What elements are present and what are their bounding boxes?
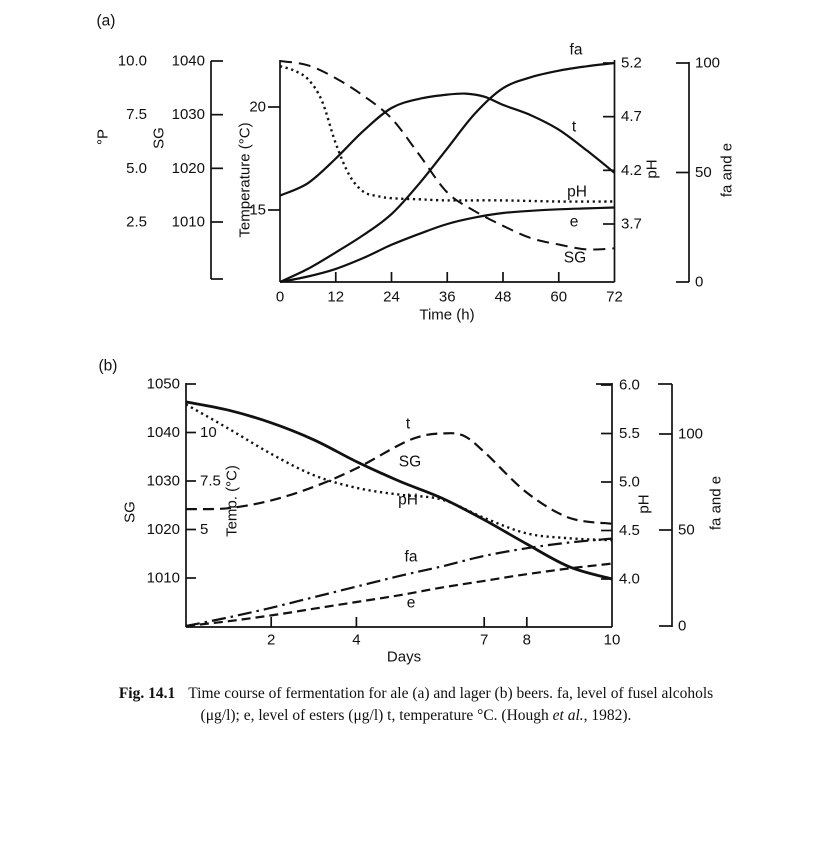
curve-label-fa: fa [569,41,583,59]
x-tick-label: 0 [275,288,285,306]
caption-line-2 [0,705,832,727]
figure-caption [0,683,832,727]
fa-e-axis-title: fa and e [718,142,736,198]
x-tick-label: 72 [606,288,623,306]
caption-text-line1: Time course of fermentation for ale (a) and lager (b) beers. fa, level of fusel alcohols [188,685,714,702]
sg-tick-label: 1010 [171,213,205,231]
caption-text-line2-end: , 1982). [583,707,632,724]
curve-t [186,433,612,524]
sg-tick-label: 1050 [146,375,180,393]
curve-ph [186,404,612,540]
fa-e-axis-title: fa and e [707,475,725,531]
curve-label-e: e [406,594,416,612]
curve-t [280,94,615,196]
panel-a-ale-chart [95,13,736,324]
x-tick-label: 60 [550,288,568,306]
x-tick-label: 12 [327,288,345,306]
x-tick-label: 36 [438,288,456,306]
curve-sg [280,61,615,250]
panel-b-lager-chart [99,358,725,666]
plato-tick-label: 10.0 [117,52,147,70]
ph-tick-label: 4.0 [619,570,640,588]
fa-e-tick-label: 0 [695,273,704,291]
curve-label-t: t [405,415,411,433]
sg-tick-label: 1010 [146,569,180,587]
temperature-axis-title: Temp. (°C) [223,465,241,537]
curve-e [186,564,612,626]
x-tick-label: 8 [522,631,531,649]
ph-tick-label: 3.7 [621,215,642,233]
fa-e-tick-label: 50 [678,521,695,539]
plato-axis-title: °P [94,128,112,146]
curve-label-sg: SG [398,453,422,471]
fa-e-tick-label: 50 [695,164,712,181]
x-tick-label: 10 [603,631,621,649]
caption-fig-number: Fig. 14.1 [118,685,176,702]
curve-label-sg: SG [563,249,587,267]
sg-tick-label: 1020 [146,521,180,538]
x-tick-label: 4 [352,631,361,649]
ph-tick-label: 5.2 [621,54,642,72]
x-axis-title: Time (h) [419,306,475,324]
temperature-axis-title: Temperature (°C) [236,122,254,238]
ph-tick-label: 5.5 [619,425,640,442]
plato-tick-label: 5.0 [126,159,147,177]
sg-tick-label: 1020 [171,159,205,177]
fa-e-tick-label: 0 [678,617,687,635]
caption-text-line2: (μg/l); e, level of esters (μg/l) t, temperature °C. (Hough [200,707,553,724]
sg-tick-label: 1030 [146,472,180,490]
x-tick-label: 24 [383,288,400,306]
x-tick-label: 7 [480,631,489,649]
plato-tick-label: 7.5 [126,106,147,124]
sg-tick-label: 1040 [146,424,180,441]
curve-sg [186,402,612,579]
fa-e-tick-label: 100 [695,54,721,72]
ph-axis-title: pH [635,494,653,514]
ph-tick-label: 5.0 [619,473,640,491]
curve-label-e: e [569,213,579,231]
x-tick-label: 48 [494,288,512,306]
ph-tick-label: 4.5 [619,522,640,539]
temp-tick-label: 7.5 [200,472,221,490]
ph-tick-label: 4.2 [621,161,642,179]
ph-tick-label: 4.7 [621,108,642,126]
curve-label-ph: pH [398,491,418,509]
temp-tick-label: 15 [249,201,266,219]
x-axis-title: Days [386,648,422,666]
ph-axis-title: pH [643,159,661,179]
caption-line-1 [0,683,832,705]
panel-tag: (b) [98,357,118,375]
ph-tick-label: 6.0 [619,376,640,394]
panel-tag: (a) [96,12,116,30]
plato-tick-label: 2.5 [126,213,147,231]
temp-tick-label: 10 [200,424,217,441]
sg-axis-title: SG [150,127,168,149]
fa-e-tick-label: 100 [678,425,704,443]
sg-axis-title: SG [121,501,139,523]
caption-etal: et al. [552,707,584,724]
curve-label-ph: pH [567,183,587,201]
curve-label-fa: fa [404,548,418,566]
sg-tick-label: 1030 [171,106,205,124]
temp-tick-label: 5 [200,521,209,538]
sg-tick-label: 1040 [171,52,205,70]
curve-fa [186,539,612,626]
curve-label-t: t [571,118,577,136]
temp-tick-label: 20 [249,98,266,116]
x-tick-label: 2 [267,631,276,649]
